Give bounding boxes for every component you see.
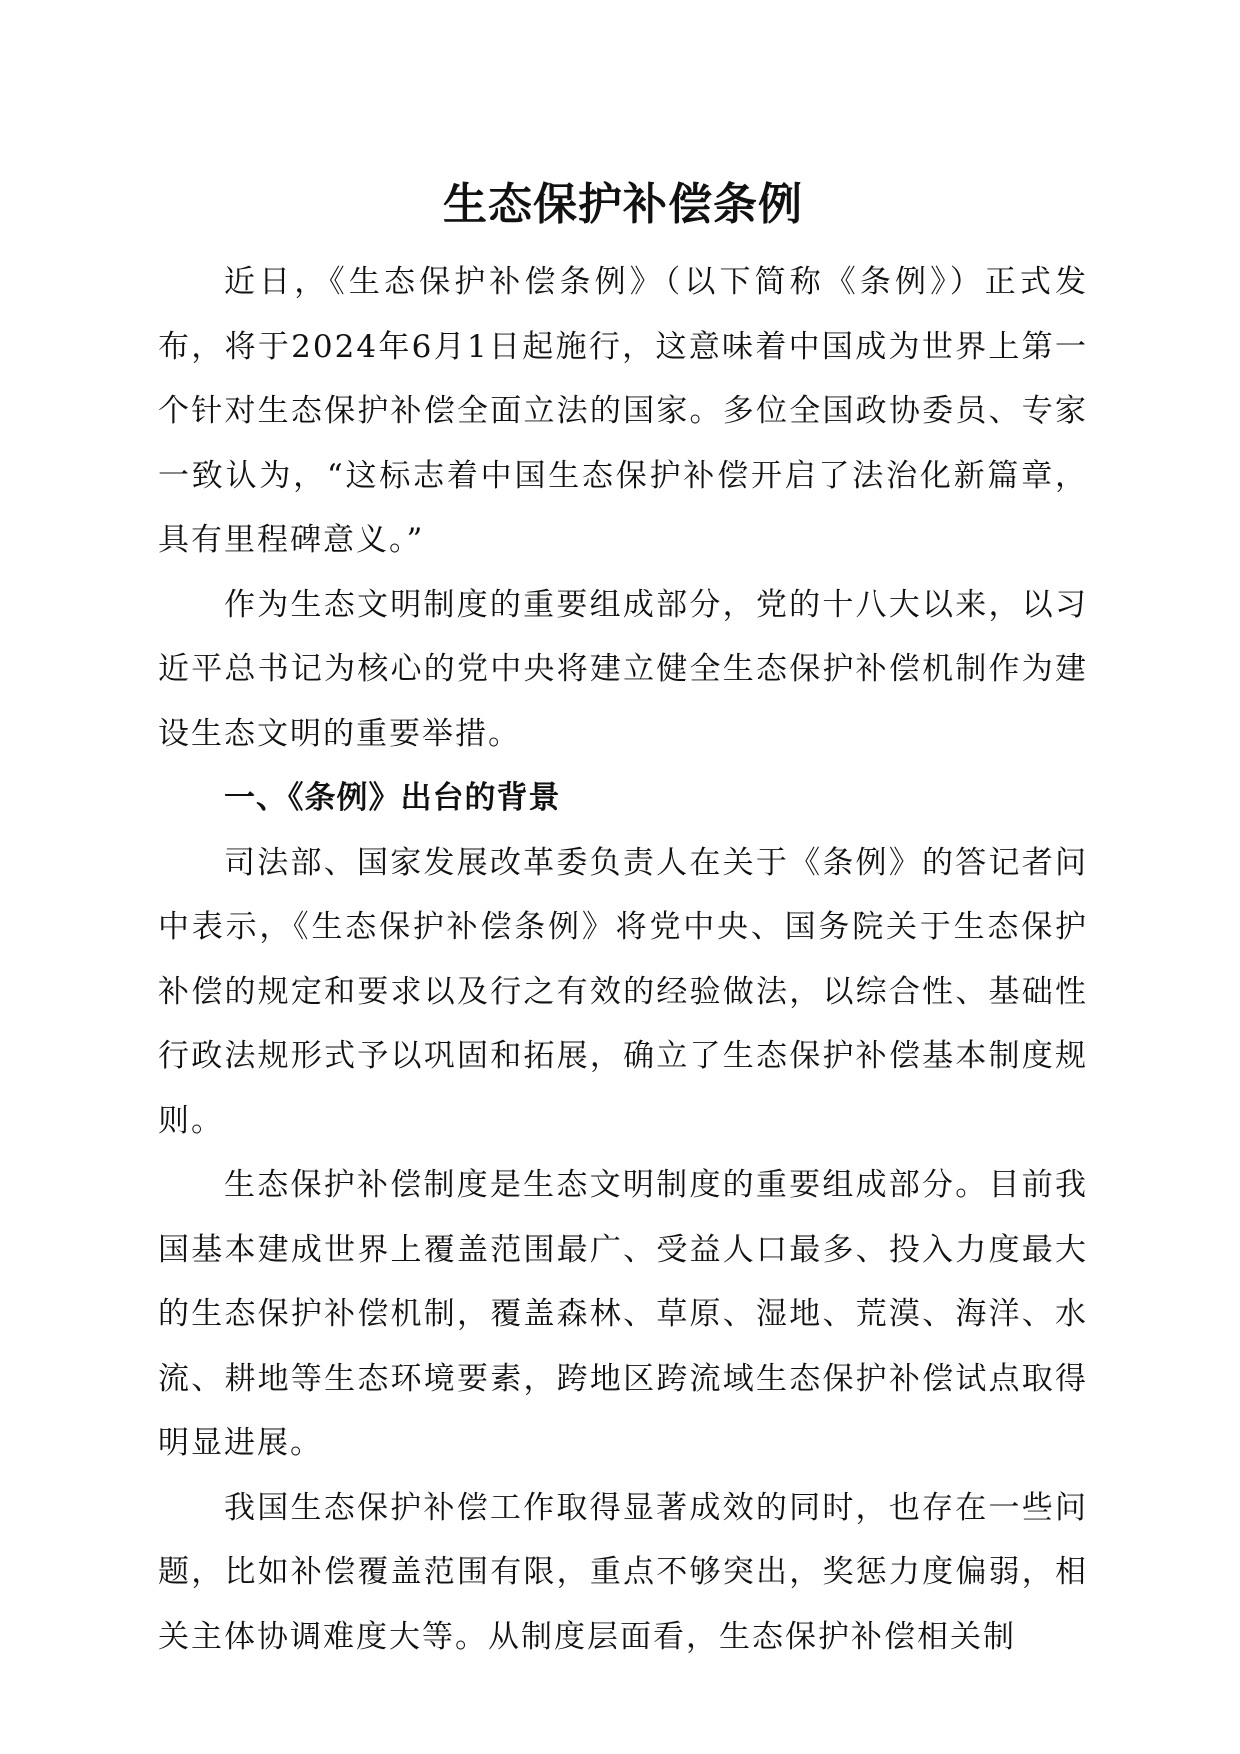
paragraph-intro: 近日，《生态保护补偿条例》（以下简称《条例》）正式发布，将于2024年6月1日起施行，这意味着中国成为世界上第一个针对生态保护补偿全面立法的国家。多位全国政协委员、专家一致认为，“这标志着中国生态保护补偿开启了法治化新篇章，具有里程碑意义。”: [158, 264, 1088, 558]
paragraph-existing-problems: 我国生态保护补偿工作取得显著成效的同时，也存在一些问题，比如补偿覆盖范围有限，重点不够突出，奖惩力度偏弱，相关主体协调难度大等。从制度层面看，生态保护补偿相关制: [158, 1489, 1088, 1655]
document-title: 生态保护补偿条例: [443, 179, 803, 230]
document-body: [158, 160, 1088, 1669]
paragraph-system-overview: 生态保护补偿制度是生态文明制度的重要组成部分。目前我国基本建成世界上覆盖范围最广、受益人口最多、投入力度最大的生态保护补偿机制，覆盖森林、草原、湿地、荒漠、海洋、水流、耕地等生态环境要素，跨地区跨流域生态保护补偿试点取得明显进展。: [158, 1167, 1088, 1461]
paragraph-context: 作为生态文明制度的重要组成部分，党的十八大以来，以习近平总书记为核心的党中央将建立健全生态保护补偿机制作为建设生态文明的重要举措。: [158, 586, 1088, 752]
paragraph-ministry-statement: 司法部、国家发展改革委负责人在关于《条例》的答记者问中表示，《生态保护补偿条例》将党中央、国务院关于生态保护补偿的规定和要求以及行之有效的经验做法，以综合性、基础性行政法规形式予以巩固和拓展，确立了生态保护补偿基本制度规则。: [158, 844, 1088, 1139]
section-heading-background: 一、《条例》出台的背景: [224, 780, 561, 816]
